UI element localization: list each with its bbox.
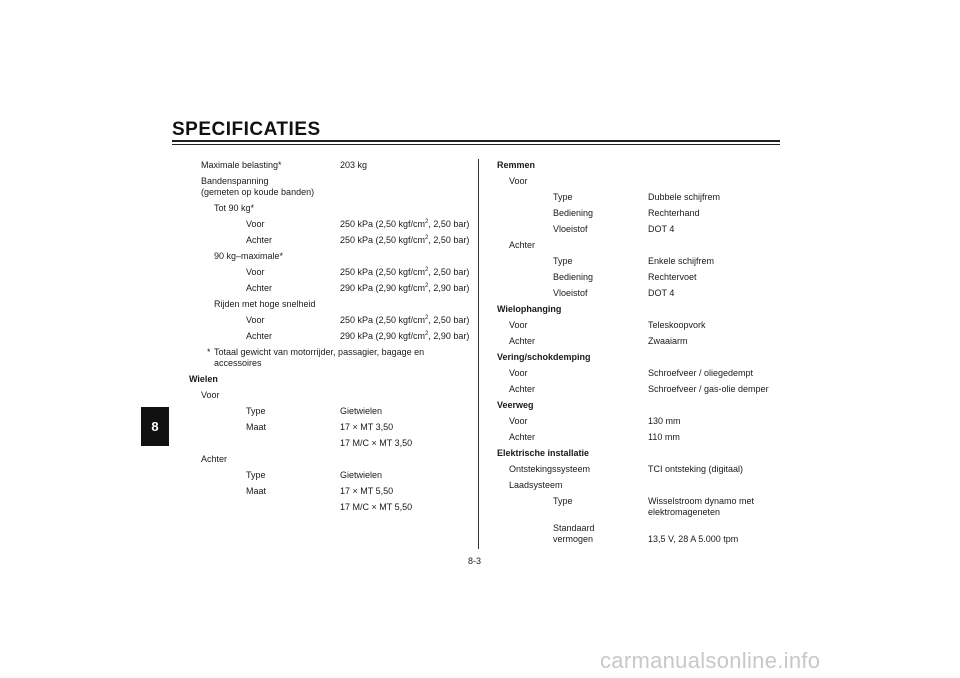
ignition-value: TCI ontsteking (digitaal) (648, 464, 744, 474)
wheels-rear-size-label: Maat (246, 486, 267, 496)
wheels-front-size-value2: 17 M/C × MT 3,50 (340, 438, 413, 448)
chapter-tab: 8 (141, 407, 169, 446)
brakes-rear-label: Achter (509, 240, 536, 250)
footnote-star: * (207, 347, 211, 357)
title-rule-thin (172, 144, 780, 145)
tire-pressure-label: Bandenspanning (201, 176, 269, 186)
range-rear-value: 290 kPa (2,90 kgf/$cm^2$, 2,90 bar) (340, 283, 470, 293)
charging-label: Laadsysteem (509, 480, 563, 490)
brakes-front-fluid-value: DOT 4 (648, 224, 675, 234)
brakes-heading: Remmen (497, 160, 536, 170)
wheels-front-type-value: Gietwielen (340, 406, 383, 416)
up-to-90-label: Tot 90 kg* (214, 203, 255, 213)
tire-pressure-note: (gemeten op koude banden) (201, 187, 315, 197)
wheels-rear-type-label: Type (246, 470, 266, 480)
damping-heading: Vering/schokdemping (497, 352, 591, 362)
brakes-front-type-label: Type (553, 192, 573, 202)
high-speed-label: Rijden met hoge snelheid (214, 299, 316, 309)
suspension-rear-label: Achter (509, 336, 536, 346)
travel-front-label: Voor (509, 416, 528, 426)
wheels-rear-size-value2: 17 M/C × MT 5,50 (340, 502, 413, 512)
page-number: 8-3 (468, 556, 482, 566)
page-title: SPECIFICATIES (172, 119, 321, 140)
high-speed-rear-value: 290 kPa (2,90 kgf/$cm^2$, 2,90 bar) (340, 331, 470, 341)
up-to-90-front-label: Voor (246, 219, 265, 229)
up-to-90-front-value: 250 kPa (2,50 kgf/$cm^2$, 2,50 bar) (340, 219, 470, 229)
brakes-front-fluid-label: Vloeistof (553, 224, 588, 234)
charging-type-value1: Wisselstroom dynamo met (648, 496, 755, 506)
column-divider (478, 159, 479, 549)
high-speed-front-value: 250 kPa (2,50 kgf/$cm^2$, 2,50 bar) (340, 315, 470, 325)
damping-front-label: Voor (509, 368, 528, 378)
wheels-front-size-value1: 17 × MT 3,50 (340, 422, 394, 432)
up-to-90-rear-value: 250 kPa (2,50 kgf/$cm^2$, 2,50 bar) (340, 235, 470, 245)
charging-type-label: Type (553, 496, 573, 506)
suspension-front-label: Voor (509, 320, 528, 330)
footnote-line1: Totaal gewicht van motorrijder, passagier, bagage en (214, 347, 425, 357)
damping-rear-value: Schroefveer / gas-olie demper (648, 384, 769, 394)
high-speed-front-label: Voor (246, 315, 265, 325)
wheels-rear-label: Achter (201, 454, 228, 464)
brakes-rear-type-value: Enkele schijfrem (648, 256, 715, 266)
brakes-rear-fluid-label: Vloeistof (553, 288, 588, 298)
ignition-label: Ontstekingssysteem (509, 464, 591, 474)
suspension-front-value: Teleskoopvork (648, 320, 706, 330)
standard-output-label1: Standaard (553, 523, 595, 533)
suspension-rear-value: Zwaaiarm (648, 336, 688, 346)
travel-heading: Veerweg (497, 400, 534, 410)
damping-rear-label: Achter (509, 384, 536, 394)
brakes-rear-fluid-value: DOT 4 (648, 288, 675, 298)
title-rule-thick (172, 140, 780, 142)
suspension-heading: Wielophanging (497, 304, 562, 314)
up-to-90-rear-label: Achter (246, 235, 273, 245)
brakes-rear-op-value: Rechtervoet (648, 272, 697, 282)
charging-type-value2: elektromageneten (648, 507, 721, 517)
range-front-value: 250 kPa (2,50 kgf/$cm^2$, 2,50 bar) (340, 267, 470, 277)
brakes-front-type-value: Dubbele schijfrem (648, 192, 721, 202)
wheels-rear-type-value: Gietwielen (340, 470, 383, 480)
wheels-front-type-label: Type (246, 406, 266, 416)
max-load-label: Maximale belasting* (201, 160, 282, 170)
range-rear-label: Achter (246, 283, 273, 293)
brakes-rear-op-label: Bediening (553, 272, 594, 282)
high-speed-rear-label: Achter (246, 331, 273, 341)
travel-front-value: 130 mm (648, 416, 681, 426)
wheels-rear-size-value1: 17 × MT 5,50 (340, 486, 394, 496)
standard-output-label2: vermogen (553, 534, 594, 544)
watermark: carmanualsonline.info (600, 648, 821, 673)
wheels-heading: Wielen (189, 374, 218, 384)
brakes-rear-type-label: Type (553, 256, 573, 266)
brakes-front-op-value: Rechterhand (648, 208, 700, 218)
damping-front-value: Schroefveer / oliegedempt (648, 368, 754, 378)
range-90-max-label: 90 kg–maximale* (214, 251, 284, 261)
electrical-heading: Elektrische installatie (497, 448, 590, 458)
max-load-value: 203 kg (340, 160, 368, 170)
brakes-front-label: Voor (509, 176, 528, 186)
wheels-front-size-label: Maat (246, 422, 267, 432)
travel-rear-label: Achter (509, 432, 536, 442)
travel-rear-value: 110 mm (648, 432, 680, 442)
standard-output-value: 13,5 V, 28 A 5.000 tpm (648, 534, 739, 544)
brakes-front-op-label: Bediening (553, 208, 594, 218)
range-front-label: Voor (246, 267, 265, 277)
wheels-front-label: Voor (201, 390, 220, 400)
footnote-line2: accessoires (214, 358, 262, 368)
